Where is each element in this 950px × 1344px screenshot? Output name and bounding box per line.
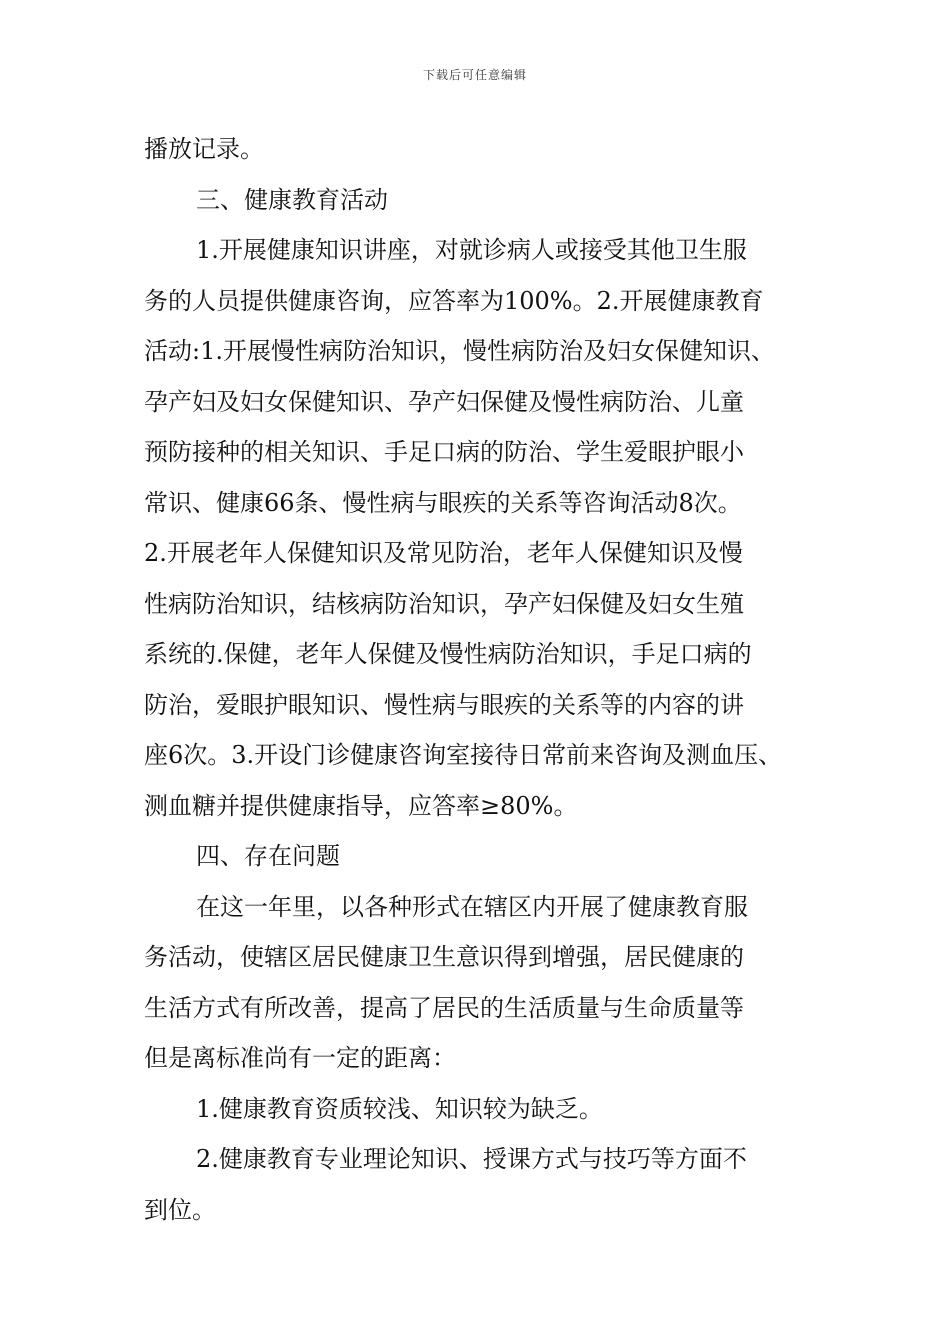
text-line: 活动:1.开展慢性病防治知识，慢性病防治及妇女保健知识、 xyxy=(144,337,775,365)
text-line: 座6次。3.开设门诊健康咨询室接待日常前来咨询及测血压、 xyxy=(144,741,783,769)
text-line: 但是离标准尚有一定的距离： xyxy=(144,1044,456,1072)
text-line: 到位。 xyxy=(144,1195,216,1224)
text-line: 务活动，使辖区居民健康卫生意识得到增强，居民健康的 xyxy=(144,943,744,971)
text-line: 务的人员提供健康咨询，应答率为100%。2.开展健康教育 xyxy=(144,286,764,315)
text-line: 孕产妇及妇女保健知识、孕产妇保健及慢性病防治、儿童 xyxy=(144,387,744,416)
text-line: 常识、健康66条、慢性病与眼疾的关系等咨询活动8次。 xyxy=(144,488,742,517)
text-line: 2.开展老年人保健知识及常见防治，老年人保健知识及慢 xyxy=(144,539,743,567)
text-line: 系统的.保健，老年人保健及慢性病防治知识，手足口病的 xyxy=(144,640,752,668)
document-body xyxy=(144,124,844,1235)
list-item: 1.健康教育资质较浅、知识较为缺乏。 xyxy=(196,1094,603,1123)
text-line: 性病防治知识，结核病防治知识，孕产妇保健及妇女生殖 xyxy=(144,589,744,618)
text-line: 播放记录。 xyxy=(144,135,264,163)
text-line: 测血糖并提供健康指导，应答率≥80%。 xyxy=(144,791,578,820)
text-line: 防治，爱眼护眼知识、慢性病与眼疾的关系等的内容的讲 xyxy=(144,690,744,719)
text-line: 1.开展健康知识讲座，对就诊病人或接受其他卫生服 xyxy=(196,236,747,264)
text-line: 生活方式有所改善，提高了居民的生活质量与生命质量等 xyxy=(144,993,744,1022)
text-line: 预防接种的相关知识、手足口病的防治、学生爱眼护眼小 xyxy=(144,438,744,466)
list-item: 2.健康教育专业理论知识、授课方式与技巧等方面不 xyxy=(196,1145,747,1173)
page-header: 下载后可任意编辑 xyxy=(422,68,527,82)
section-heading: 三、健康教育活动 xyxy=(196,185,388,214)
section-heading: 四、存在问题 xyxy=(196,842,340,870)
text-line: 在这一年里，以各种形式在辖区内开展了健康教育服 xyxy=(196,892,748,921)
